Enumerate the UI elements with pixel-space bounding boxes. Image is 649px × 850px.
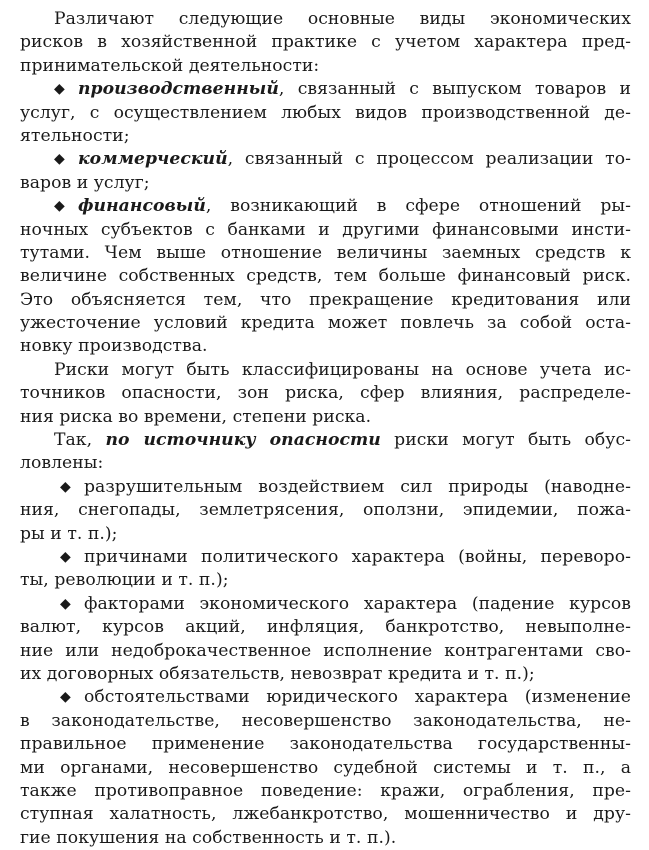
text-line: варов и услуг; (20, 172, 150, 193)
text-run: , связанный с выпуском товаров и (278, 79, 631, 100)
text-line: валют, курсов акций, инфляция, банкротство, невыполне- (20, 617, 631, 638)
text-line: новку производства. (20, 336, 208, 357)
danger-source-paragraph (20, 429, 631, 476)
text-line (20, 78, 631, 101)
danger-source-item-legal (20, 686, 631, 850)
text-line: ние или недоброкачественное исполнение контрагентами сво- (20, 640, 631, 661)
risk-type-item-production (20, 78, 631, 148)
text-run: факторами экономического характера (падение курсов (84, 593, 631, 614)
text-line: их договорных обязательств, невозврат кредита и т. п.); (20, 663, 535, 684)
text-run: обстоятельствами юридического характера (изменение (84, 687, 631, 708)
risk-term: финансовый (78, 196, 206, 217)
text-line: Это объясняется тем, что прекращение кредитования или (20, 289, 631, 310)
text-line: ятельности; (20, 125, 130, 146)
danger-source-item-economic (20, 593, 631, 687)
text-line: величине собственных средств, тем больше финансовый риск. (20, 266, 631, 287)
text-line: правильное применение законодательства государственны- (20, 734, 631, 755)
risk-term: коммерческий (78, 149, 228, 170)
text-line (20, 686, 631, 709)
diamond-bullet-icon: ◆ (60, 548, 71, 565)
text-run: Так, (54, 430, 106, 451)
text-line: ми органами, несовершенство судебной системы и т. п., а (20, 757, 631, 778)
diamond-bullet-icon: ◆ (60, 689, 71, 706)
text-line (20, 593, 631, 616)
text-line: ступная халатность, лжебанкротство, мошенничество и дру- (20, 804, 631, 825)
diamond-bullet-icon: ◆ (54, 198, 65, 215)
text-line (20, 429, 631, 452)
intro-paragraph (20, 8, 631, 78)
danger-source-item-political (20, 546, 631, 593)
text-line: ночных субъектов с банками и другими финансовыми инсти- (20, 219, 631, 240)
text-line (20, 148, 631, 171)
risk-type-item-commercial (20, 148, 631, 195)
text-run: , связанный с процессом реализации то- (227, 149, 631, 170)
text-run: разрушительным воздействием сил природы (наводне- (84, 476, 631, 497)
text-line: услуг, с осуществлением любых видов производственной де- (20, 102, 631, 123)
text-line: рисков в хозяйственной практике с учетом характера пред- (20, 32, 631, 53)
danger-source-item-nature (20, 476, 631, 546)
diamond-bullet-icon: ◆ (60, 595, 71, 612)
text-line: точников опасности, зон риска, сфер влияния, распределе- (20, 383, 631, 404)
text-run: , возникающий в сфере отношений ры- (205, 196, 631, 217)
text-line (20, 476, 631, 499)
text-line: ты, революции и т. п.); (20, 570, 229, 591)
text-line: ры и т. п.); (20, 523, 118, 544)
classification-paragraph (20, 359, 631, 429)
text-line: Различают следующие основные виды экономических (54, 9, 631, 29)
diamond-bullet-icon: ◆ (54, 81, 65, 98)
text-run: причинами политического характера (войны, переворо- (84, 546, 631, 567)
emphasis-term: по источнику опасности (105, 430, 381, 451)
text-line: в законодательстве, несовершенство законодательства, не- (20, 710, 631, 731)
text-line: гие покушения на собственность и т. п.). (20, 827, 397, 848)
text-line (20, 546, 631, 569)
text-run: риски могут быть обус- (380, 430, 631, 451)
text-line: ловлены: (20, 453, 104, 474)
diamond-bullet-icon: ◆ (54, 151, 65, 168)
risk-term: производственный (78, 79, 279, 100)
text-line: принимательской деятельности: (20, 55, 320, 76)
text-line: также противоправное поведение: кражи, ограбления, пре- (20, 780, 631, 801)
risk-type-item-financial (20, 195, 631, 359)
text-line: Риски могут быть классифицированы на основе учета ис- (54, 359, 631, 380)
diamond-bullet-icon: ◆ (60, 478, 71, 495)
text-line: тутами. Чем выше отношение величины заемных средств к (20, 242, 631, 263)
text-line: ния, снегопады, землетрясения, оползни, эпидемии, пожа- (20, 500, 631, 521)
text-line: ужесточение условий кредита может повлечь за собой оста- (20, 313, 631, 334)
text-line (20, 195, 631, 218)
text-line: ния риска во времени, степени риска. (20, 406, 372, 427)
